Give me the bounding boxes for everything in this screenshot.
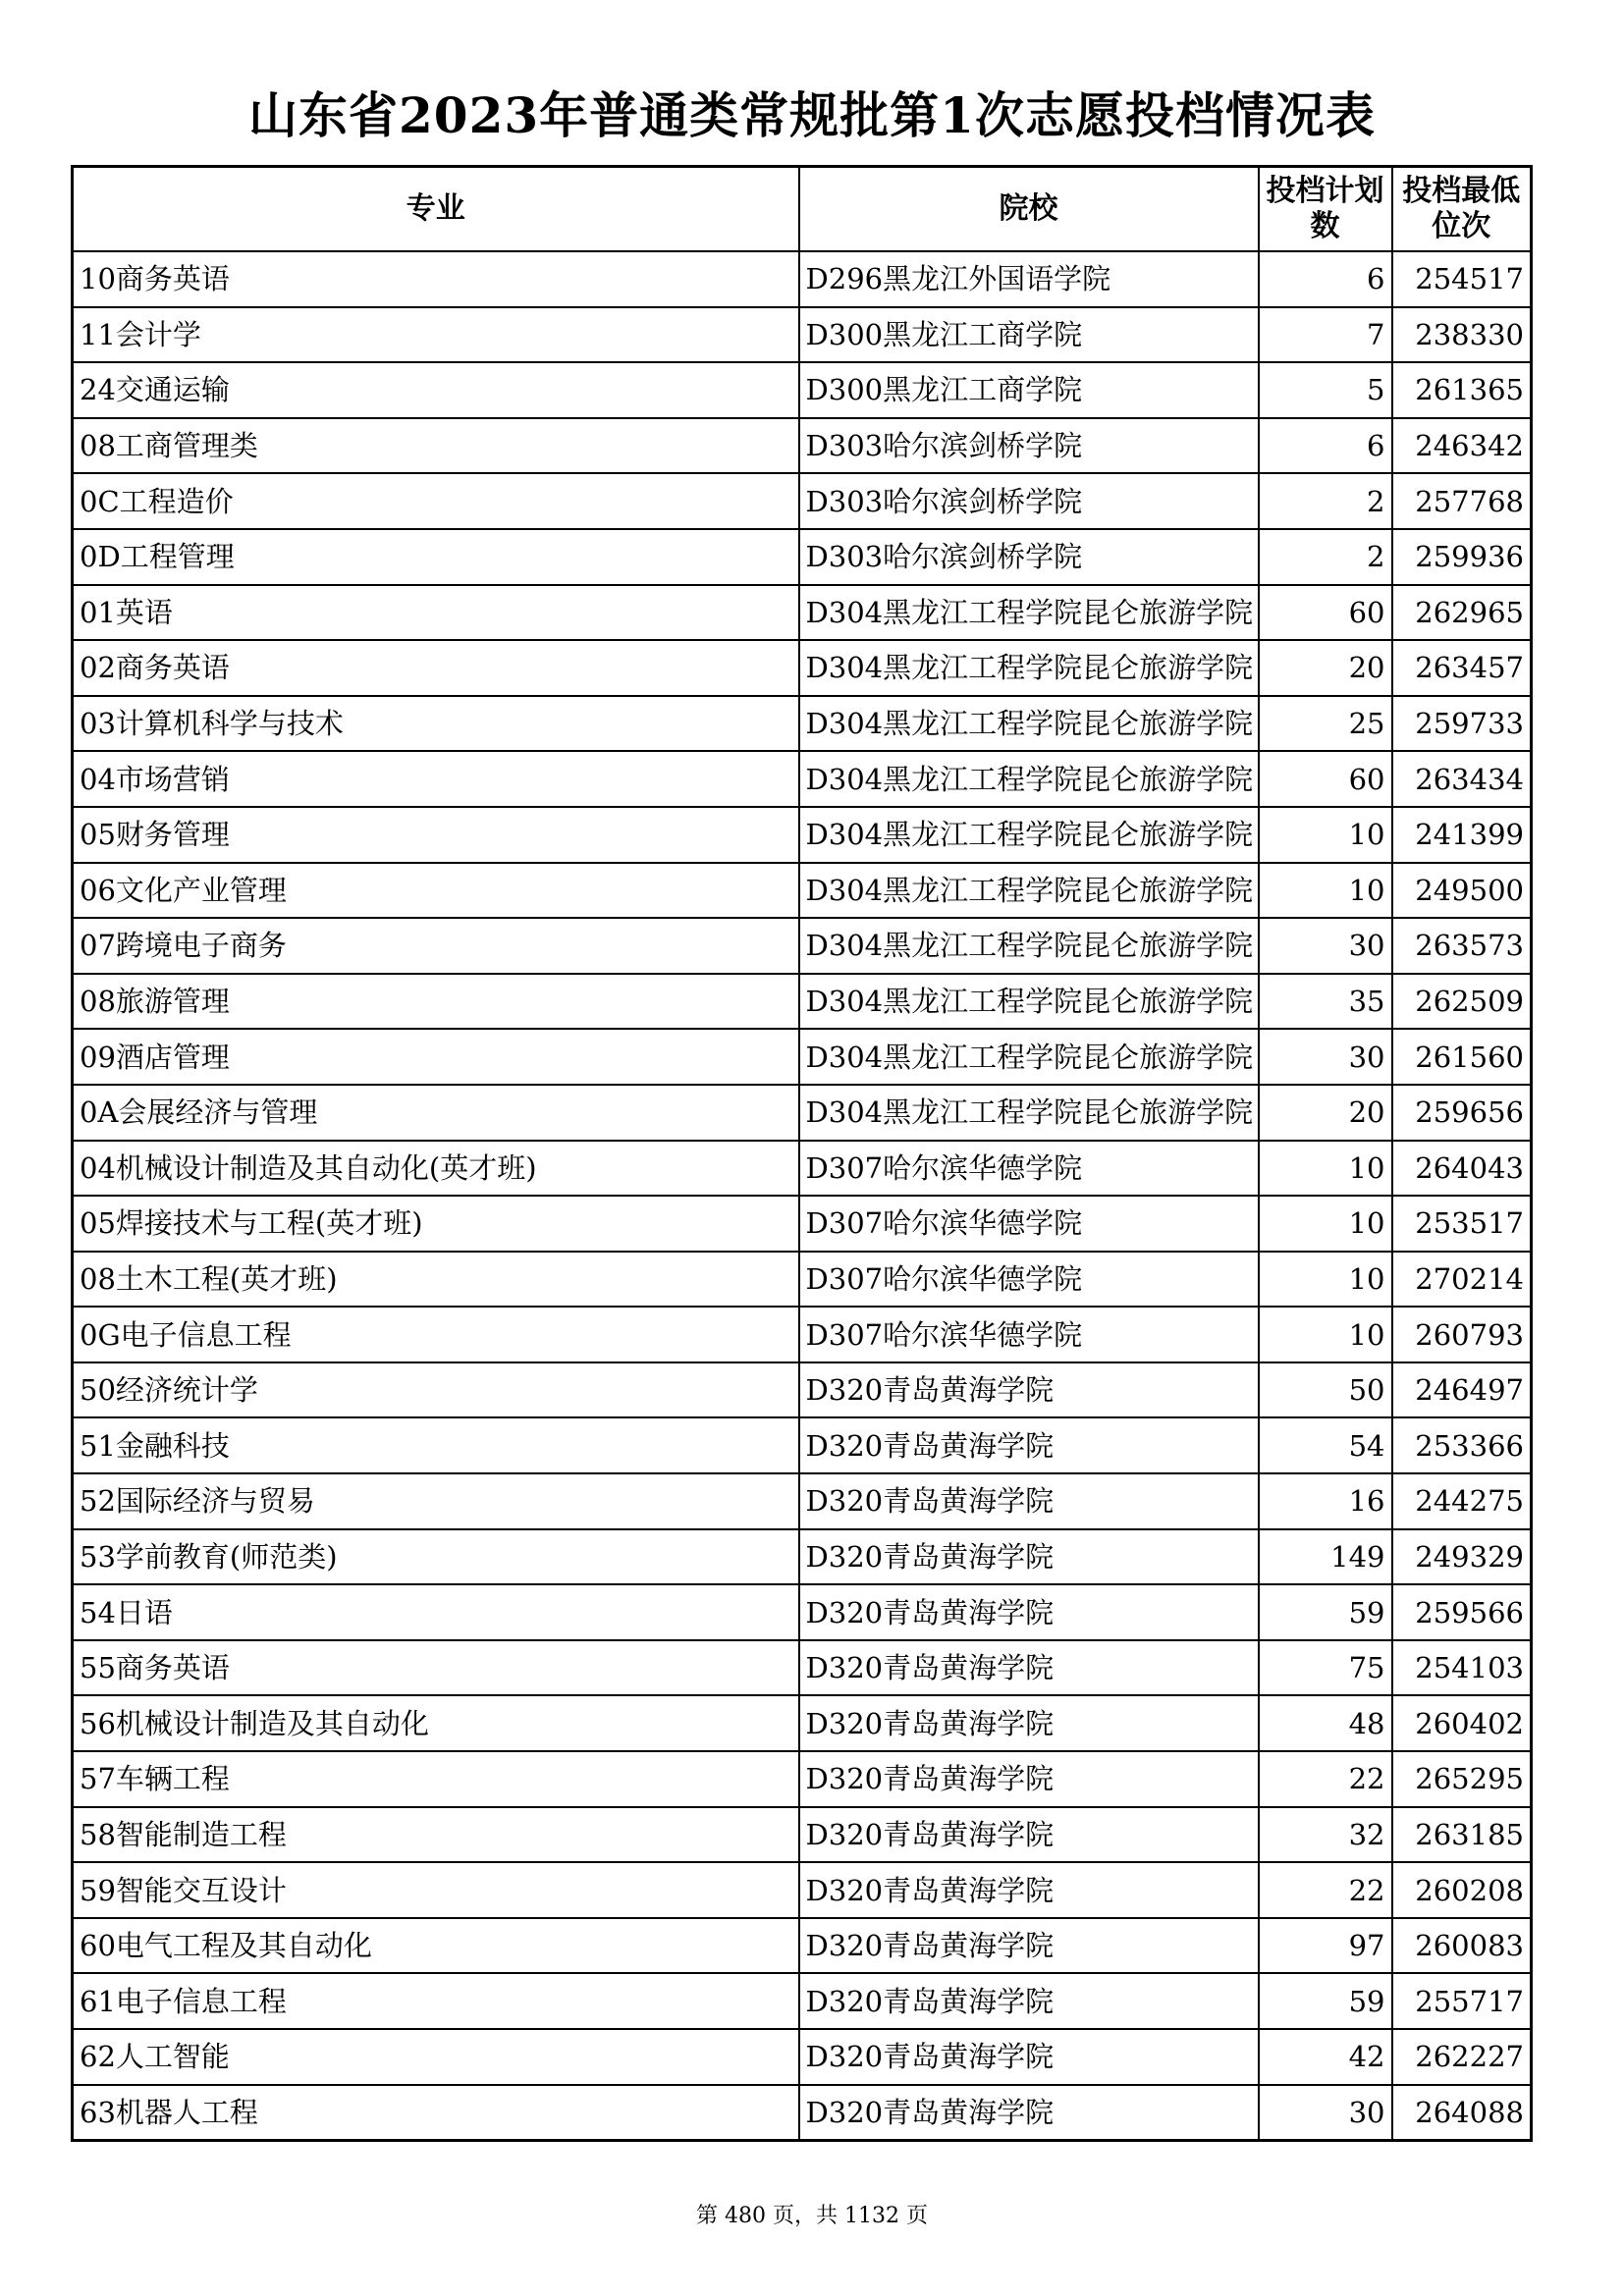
cell-school: D304黑龙江工程学院昆仑旅游学院 [799, 974, 1259, 1030]
table-row [73, 307, 1532, 363]
table-row [73, 1473, 1532, 1529]
table-row [73, 2085, 1532, 2141]
cell-school: D320青岛黄海学院 [799, 1862, 1259, 1918]
header-rank: 投档最低位次 [1392, 167, 1532, 252]
cell-school: D296黑龙江外国语学院 [799, 251, 1259, 307]
cell-major: 55商务英语 [73, 1640, 799, 1696]
cell-rank: 262509 [1392, 974, 1532, 1030]
cell-major: 62人工智能 [73, 2029, 799, 2085]
cell-plan: 10 [1259, 863, 1392, 919]
cell-rank: 261365 [1392, 362, 1532, 418]
table-row [73, 974, 1532, 1030]
cell-major: 58智能制造工程 [73, 1807, 799, 1863]
cell-plan: 20 [1259, 1085, 1392, 1141]
page-footer: 第 480 页，共 1132 页 [696, 2204, 928, 2228]
table-row [73, 1529, 1532, 1585]
cell-rank: 260402 [1392, 1695, 1532, 1751]
cell-plan: 48 [1259, 1695, 1392, 1751]
cell-plan: 20 [1259, 640, 1392, 696]
cell-plan: 149 [1259, 1529, 1392, 1585]
cell-rank: 263434 [1392, 751, 1532, 807]
table-row [73, 640, 1532, 696]
admission-table [71, 165, 1533, 2142]
cell-school: D320青岛黄海学院 [799, 2029, 1259, 2085]
table-row [73, 1862, 1532, 1918]
table-row [73, 473, 1532, 529]
cell-major: 07跨境电子商务 [73, 918, 799, 974]
cell-rank: 263185 [1392, 1807, 1532, 1863]
cell-major: 54日语 [73, 1584, 799, 1640]
table-row [73, 251, 1532, 307]
cell-school: D320青岛黄海学院 [799, 1584, 1259, 1640]
cell-major: 61电子信息工程 [73, 1973, 799, 2029]
cell-major: 05财务管理 [73, 807, 799, 863]
cell-major: 10商务英语 [73, 251, 799, 307]
table-row [73, 1029, 1532, 1085]
cell-major: 51金融科技 [73, 1417, 799, 1473]
cell-rank: 263457 [1392, 640, 1532, 696]
cell-major: 50经济统计学 [73, 1362, 799, 1418]
cell-major: 53学前教育(师范类) [73, 1529, 799, 1585]
cell-plan: 10 [1259, 1252, 1392, 1308]
cell-rank: 254103 [1392, 1640, 1532, 1696]
cell-major: 03计算机科学与技术 [73, 696, 799, 752]
cell-plan: 6 [1259, 251, 1392, 307]
cell-rank: 238330 [1392, 307, 1532, 363]
cell-major: 04市场营销 [73, 751, 799, 807]
cell-school: D304黑龙江工程学院昆仑旅游学院 [799, 863, 1259, 919]
cell-rank: 259733 [1392, 696, 1532, 752]
cell-school: D300黑龙江工商学院 [799, 362, 1259, 418]
cell-school: D303哈尔滨剑桥学院 [799, 529, 1259, 585]
cell-rank: 262965 [1392, 585, 1532, 641]
cell-plan: 35 [1259, 974, 1392, 1030]
cell-major: 24交通运输 [73, 362, 799, 418]
table-header-row [73, 167, 1532, 252]
cell-school: D304黑龙江工程学院昆仑旅游学院 [799, 640, 1259, 696]
cell-rank: 264043 [1392, 1141, 1532, 1197]
cell-plan: 10 [1259, 807, 1392, 863]
cell-school: D320青岛黄海学院 [799, 1751, 1259, 1807]
cell-school: D304黑龙江工程学院昆仑旅游学院 [799, 918, 1259, 974]
table-row [73, 1252, 1532, 1308]
cell-school: D304黑龙江工程学院昆仑旅游学院 [799, 1085, 1259, 1141]
cell-school: D320青岛黄海学院 [799, 1695, 1259, 1751]
cell-school: D307哈尔滨华德学院 [799, 1307, 1259, 1362]
cell-school: D307哈尔滨华德学院 [799, 1196, 1259, 1252]
cell-rank: 262227 [1392, 2029, 1532, 2085]
table-row [73, 585, 1532, 641]
cell-rank: 265295 [1392, 1751, 1532, 1807]
cell-school: D303哈尔滨剑桥学院 [799, 473, 1259, 529]
cell-plan: 50 [1259, 1362, 1392, 1418]
cell-plan: 7 [1259, 307, 1392, 363]
cell-major: 01英语 [73, 585, 799, 641]
table-body [73, 251, 1532, 2141]
cell-rank: 255717 [1392, 1973, 1532, 2029]
cell-rank: 254517 [1392, 251, 1532, 307]
cell-major: 0C工程造价 [73, 473, 799, 529]
cell-school: D320青岛黄海学院 [799, 1918, 1259, 1974]
cell-major: 52国际经济与贸易 [73, 1473, 799, 1529]
cell-rank: 253517 [1392, 1196, 1532, 1252]
cell-rank: 260793 [1392, 1307, 1532, 1362]
cell-rank: 259656 [1392, 1085, 1532, 1141]
cell-rank: 264088 [1392, 2085, 1532, 2141]
cell-school: D320青岛黄海学院 [799, 1640, 1259, 1696]
cell-major: 04机械设计制造及其自动化(英才班) [73, 1141, 799, 1197]
cell-major: 11会计学 [73, 307, 799, 363]
cell-plan: 10 [1259, 1196, 1392, 1252]
cell-school: D304黑龙江工程学院昆仑旅游学院 [799, 696, 1259, 752]
cell-school: D304黑龙江工程学院昆仑旅游学院 [799, 585, 1259, 641]
header-major: 专业 [73, 167, 799, 252]
table-row [73, 1417, 1532, 1473]
table-row [73, 1695, 1532, 1751]
cell-rank: 263573 [1392, 918, 1532, 974]
cell-major: 57车辆工程 [73, 1751, 799, 1807]
cell-school: D304黑龙江工程学院昆仑旅游学院 [799, 807, 1259, 863]
cell-plan: 42 [1259, 2029, 1392, 2085]
table-row [73, 1196, 1532, 1252]
cell-school: D320青岛黄海学院 [799, 2085, 1259, 2141]
cell-school: D304黑龙江工程学院昆仑旅游学院 [799, 751, 1259, 807]
table-row [73, 1085, 1532, 1141]
cell-school: D307哈尔滨华德学院 [799, 1141, 1259, 1197]
cell-major: 63机器人工程 [73, 2085, 799, 2141]
cell-rank: 246342 [1392, 418, 1532, 474]
table-row [73, 1362, 1532, 1418]
table-row [73, 1751, 1532, 1807]
cell-major: 08工商管理类 [73, 418, 799, 474]
cell-plan: 2 [1259, 529, 1392, 585]
cell-plan: 30 [1259, 1029, 1392, 1085]
header-school: 院校 [799, 167, 1259, 252]
cell-major: 56机械设计制造及其自动化 [73, 1695, 799, 1751]
cell-plan: 16 [1259, 1473, 1392, 1529]
cell-plan: 6 [1259, 418, 1392, 474]
cell-rank: 259566 [1392, 1584, 1532, 1640]
cell-plan: 97 [1259, 1918, 1392, 1974]
cell-plan: 10 [1259, 1141, 1392, 1197]
cell-plan: 22 [1259, 1862, 1392, 1918]
header-plan: 投档计划数 [1259, 167, 1392, 252]
table-row [73, 1640, 1532, 1696]
table-row [73, 418, 1532, 474]
cell-major: 09酒店管理 [73, 1029, 799, 1085]
cell-plan: 30 [1259, 918, 1392, 974]
cell-school: D320青岛黄海学院 [799, 1473, 1259, 1529]
cell-rank: 270214 [1392, 1252, 1532, 1308]
cell-school: D320青岛黄海学院 [799, 1417, 1259, 1473]
cell-major: 59智能交互设计 [73, 1862, 799, 1918]
cell-school: D303哈尔滨剑桥学院 [799, 418, 1259, 474]
cell-plan: 5 [1259, 362, 1392, 418]
cell-major: 60电气工程及其自动化 [73, 1918, 799, 1974]
cell-plan: 59 [1259, 1584, 1392, 1640]
cell-major: 02商务英语 [73, 640, 799, 696]
table-row [73, 751, 1532, 807]
cell-plan: 25 [1259, 696, 1392, 752]
cell-rank: 261560 [1392, 1029, 1532, 1085]
page-title: 山东省2023年普通类常规批第1次志愿投档情况表 [248, 86, 1376, 144]
cell-rank: 257768 [1392, 473, 1532, 529]
cell-school: D320青岛黄海学院 [799, 1529, 1259, 1585]
cell-rank: 260208 [1392, 1862, 1532, 1918]
cell-plan: 2 [1259, 473, 1392, 529]
cell-rank: 241399 [1392, 807, 1532, 863]
table-row [73, 807, 1532, 863]
cell-major: 0A会展经济与管理 [73, 1085, 799, 1141]
cell-school: D320青岛黄海学院 [799, 1362, 1259, 1418]
cell-plan: 32 [1259, 1807, 1392, 1863]
cell-plan: 30 [1259, 2085, 1392, 2141]
table-row [73, 1807, 1532, 1863]
cell-rank: 244275 [1392, 1473, 1532, 1529]
table-row [73, 1918, 1532, 1974]
table-row [73, 362, 1532, 418]
cell-rank: 249329 [1392, 1529, 1532, 1585]
table-row [73, 863, 1532, 919]
cell-rank: 253366 [1392, 1417, 1532, 1473]
cell-plan: 60 [1259, 751, 1392, 807]
table-row [73, 1307, 1532, 1362]
cell-major: 08土木工程(英才班) [73, 1252, 799, 1308]
cell-school: D320青岛黄海学院 [799, 1807, 1259, 1863]
cell-plan: 10 [1259, 1307, 1392, 1362]
cell-plan: 54 [1259, 1417, 1392, 1473]
cell-plan: 22 [1259, 1751, 1392, 1807]
cell-major: 06文化产业管理 [73, 863, 799, 919]
cell-school: D304黑龙江工程学院昆仑旅游学院 [799, 1029, 1259, 1085]
table-row [73, 1973, 1532, 2029]
cell-rank: 259936 [1392, 529, 1532, 585]
table-row [73, 696, 1532, 752]
cell-major: 05焊接技术与工程(英才班) [73, 1196, 799, 1252]
table-row [73, 1584, 1532, 1640]
cell-school: D307哈尔滨华德学院 [799, 1252, 1259, 1308]
table-row [73, 2029, 1532, 2085]
cell-plan: 59 [1259, 1973, 1392, 2029]
table-row [73, 918, 1532, 974]
cell-major: 0D工程管理 [73, 529, 799, 585]
table-row [73, 1141, 1532, 1197]
cell-school: D320青岛黄海学院 [799, 1973, 1259, 2029]
table-row [73, 529, 1532, 585]
cell-rank: 249500 [1392, 863, 1532, 919]
cell-plan: 75 [1259, 1640, 1392, 1696]
cell-major: 0G电子信息工程 [73, 1307, 799, 1362]
cell-rank: 260083 [1392, 1918, 1532, 1974]
cell-rank: 246497 [1392, 1362, 1532, 1418]
cell-school: D300黑龙江工商学院 [799, 307, 1259, 363]
cell-plan: 60 [1259, 585, 1392, 641]
cell-major: 08旅游管理 [73, 974, 799, 1030]
